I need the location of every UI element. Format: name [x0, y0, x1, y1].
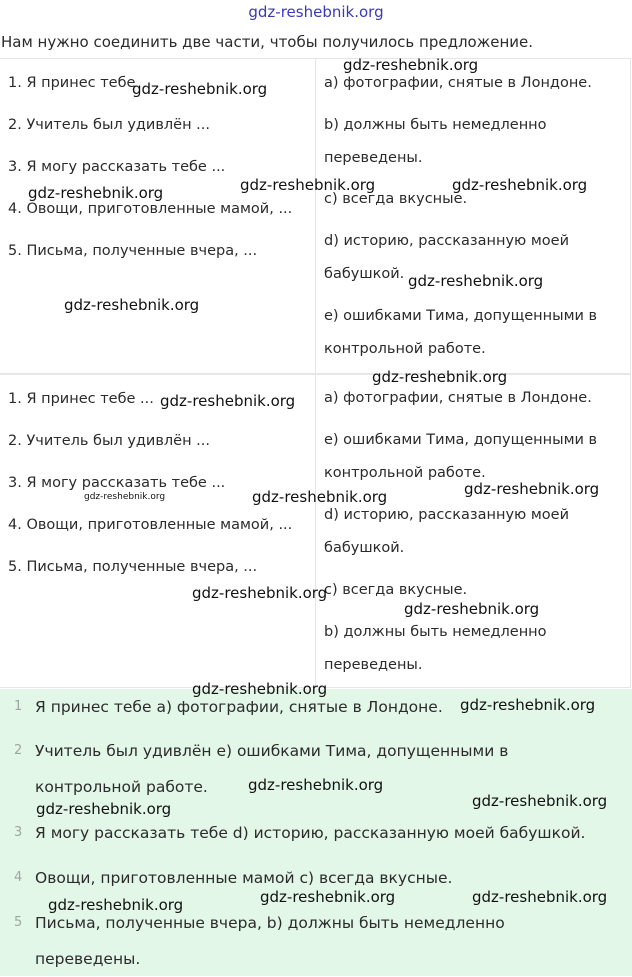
ending-item: a) фотографии, снятые в Лондоне.: [324, 390, 592, 406]
answer-number: 3: [14, 825, 23, 840]
watermark: gdz-reshebnik.org: [64, 296, 200, 314]
ending-item: e) ошибками Тима, допущенными в контрольной работе.: [324, 432, 598, 481]
watermark: gdz-reshebnik.org: [472, 792, 608, 810]
ending-item: b) должны быть немедленно переведены.: [324, 624, 547, 673]
answer-number: 1: [14, 699, 23, 714]
ending-item: c) всегда вкусные.: [324, 191, 468, 207]
watermark: gdz-reshebnik.org: [248, 776, 384, 794]
watermark: gdz-reshebnik.org: [452, 176, 588, 194]
beginning-item: 3. Я могу рассказать тебе ...: [8, 159, 226, 175]
watermark: gdz-reshebnik.org: [192, 680, 328, 698]
answer-text: Письма, полученные вчера, b) должны быть немедленно переведены.: [35, 914, 505, 968]
beginning-item: 4. Овощи, приготовленные мамой, ...: [8, 201, 293, 217]
watermark: gdz-reshebnik.org: [260, 888, 396, 906]
watermark: gdz-reshebnik.org: [84, 492, 166, 502]
watermark: gdz-reshebnik.org: [132, 80, 268, 98]
answer-text: Я могу рассказать тебе d) историю, рассказанную моей бабушкой.: [35, 824, 586, 842]
ending-item: d) историю, рассказанную моей бабушкой.: [324, 233, 570, 282]
watermark: gdz-reshebnik.org: [408, 272, 544, 290]
watermark: gdz-reshebnik.org: [48, 896, 184, 914]
column-divider: [315, 59, 316, 373]
beginning-item: 5. Письма, полученные вчера, ...: [8, 559, 258, 575]
beginning-item: 2. Учитель был удивлён ...: [8, 433, 211, 449]
watermark: gdz-reshebnik.org: [252, 488, 388, 506]
table-edge: [630, 59, 631, 373]
watermark: gdz-reshebnik.org: [464, 480, 600, 498]
task-instruction: Нам нужно соединить две части, чтобы получилось предложение.: [1, 33, 534, 51]
answer-text: Я принес тебе a) фотографии, снятые в Лондоне.: [35, 698, 443, 716]
answer-number: 4: [14, 870, 23, 885]
answer-number: 5: [14, 915, 23, 930]
answer-text: Овощи, приготовленные мамой c) всегда вкусные.: [35, 869, 453, 887]
beginning-item: 1. Я принес тебе ...: [8, 391, 154, 407]
ending-item: e) ошибками Тима, допущенными в контрольной работе.: [324, 308, 598, 357]
watermark: gdz-reshebnik.org: [472, 888, 608, 906]
watermark: gdz-reshebnik.org: [28, 184, 164, 202]
beginning-item: 3. Я могу рассказать тебе ...: [8, 475, 226, 491]
exercise-table-matched: [0, 374, 631, 688]
beginning-item: 1. Я принес тебе: [8, 75, 136, 91]
answer-text: Учитель был удивлён e) ошибками Тима, допущенными в контрольной работе.: [35, 742, 509, 796]
watermark: gdz-reshebnik.org: [192, 584, 328, 602]
answer-block: [0, 689, 632, 976]
ending-item: a) фотографии, снятые в Лондоне.: [324, 75, 592, 91]
beginning-item: 5. Письма, полученные вчера, ...: [8, 243, 258, 259]
answer-number: 2: [14, 743, 23, 758]
ending-item: c) всегда вкусные.: [324, 582, 468, 598]
watermark: gdz-reshebnik.org: [404, 600, 540, 618]
beginning-item: 4. Овощи, приготовленные мамой, ...: [8, 517, 293, 533]
watermark: gdz-reshebnik.org: [160, 392, 296, 410]
site-header[interactable]: gdz-reshebnik.org: [248, 3, 384, 21]
column-divider: [315, 375, 316, 687]
watermark: gdz-reshebnik.org: [460, 696, 596, 714]
watermark: gdz-reshebnik.org: [240, 176, 376, 194]
table-edge: [630, 375, 631, 687]
exercise-table-original: [0, 58, 631, 374]
ending-item: b) должны быть немедленно переведены.: [324, 117, 547, 166]
watermark: gdz-reshebnik.org: [343, 56, 479, 74]
watermark: gdz-reshebnik.org: [372, 368, 508, 386]
ending-item: d) историю, рассказанную моей бабушкой.: [324, 507, 570, 556]
beginning-item: 2. Учитель был удивлён ...: [8, 117, 211, 133]
watermark: gdz-reshebnik.org: [36, 800, 172, 818]
